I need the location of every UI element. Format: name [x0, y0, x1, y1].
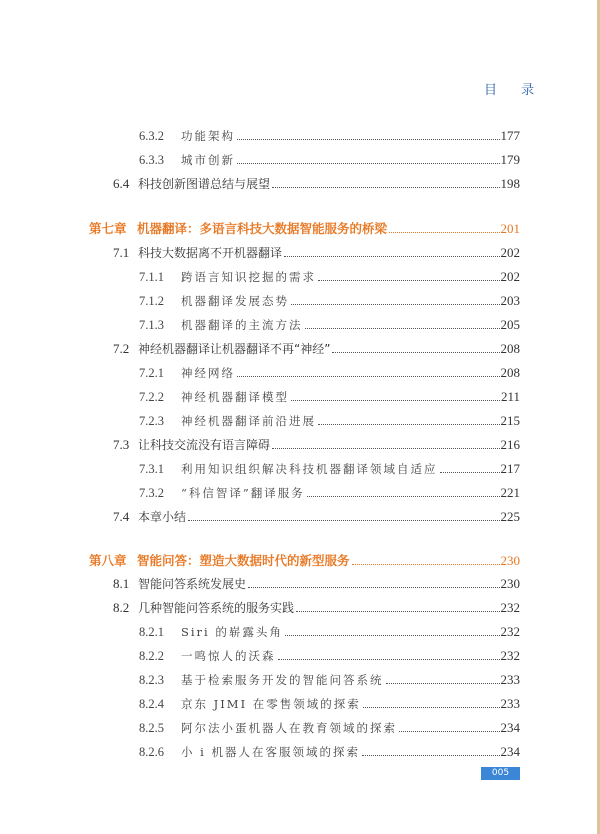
- toc-entry[interactable]: [139, 484, 520, 502]
- dot-leader: [352, 563, 500, 565]
- entry-title: 小 i 机器人在客服领域的探索: [181, 745, 360, 759]
- entry-page: 232: [500, 600, 520, 615]
- entry-page: 234: [500, 744, 520, 759]
- entry-number: 8.1: [113, 576, 130, 591]
- entry-title: 神经机器翻译模型: [181, 390, 289, 404]
- dot-leader: [284, 255, 499, 257]
- toc-entry[interactable]: [113, 575, 520, 593]
- entry-title: “科信智译”翻译服务: [181, 486, 305, 500]
- entry-page: 203: [500, 293, 520, 308]
- entry-number: 8.2.5: [139, 721, 164, 735]
- toc-entry[interactable]: [139, 412, 520, 430]
- entry-title: 城市创新: [181, 153, 235, 167]
- page-header-title: 目 录: [484, 83, 545, 98]
- dot-leader: [237, 138, 500, 140]
- entry-title: 利用知识组织解决科技机器翻译领域自适应: [181, 462, 438, 476]
- entry-page: 230: [500, 576, 520, 591]
- entry-page: 234: [500, 720, 520, 735]
- entry-number: 8.2: [113, 600, 130, 615]
- entry-number: 7.3.2: [139, 486, 164, 500]
- dot-leader: [272, 186, 499, 188]
- toc-entry[interactable]: [139, 292, 520, 310]
- dot-leader: [291, 399, 500, 401]
- toc-chapter-entry[interactable]: [89, 552, 520, 570]
- page-number-badge: 005: [481, 767, 520, 780]
- toc-entry[interactable]: [139, 364, 520, 382]
- entry-title: 神经网络: [181, 366, 235, 380]
- entry-title: 科技大数据离不开机器翻译: [138, 246, 283, 260]
- toc-entry[interactable]: [139, 268, 520, 286]
- entry-page: 208: [500, 365, 520, 380]
- entry-page: 208: [500, 341, 520, 356]
- dot-leader: [237, 162, 500, 164]
- entry-number: 第七章: [89, 221, 127, 236]
- toc-entry[interactable]: [113, 175, 520, 193]
- entry-number: 8.2.3: [139, 673, 164, 687]
- entry-page: 179: [500, 152, 520, 167]
- toc-entry[interactable]: [113, 599, 520, 617]
- entry-number: 7.2.3: [139, 414, 164, 428]
- entry-number: 8.2.4: [139, 697, 164, 711]
- entry-number: 7.2.1: [139, 366, 164, 380]
- entry-number: 7.3.1: [139, 462, 164, 476]
- toc-entry[interactable]: [139, 316, 520, 334]
- toc-entry[interactable]: [139, 671, 520, 689]
- dot-leader: [307, 495, 500, 497]
- entry-title: 功能架构: [181, 129, 235, 143]
- entry-number: 7.2.2: [139, 390, 164, 404]
- entry-page: 211: [500, 389, 520, 404]
- entry-title: 机器翻译：多语言科技大数据智能服务的桥梁: [137, 221, 388, 236]
- dot-leader: [305, 327, 500, 329]
- entry-title: 智能问答系统发展史: [138, 577, 247, 591]
- entry-page: 230: [500, 553, 520, 568]
- entry-title: 机器翻译的主流方法: [181, 318, 303, 332]
- entry-title: 智能问答：塑造大数据时代的新型服务: [137, 553, 350, 568]
- entry-page: 201: [500, 221, 520, 236]
- dot-leader: [386, 682, 500, 684]
- dot-leader: [440, 471, 500, 473]
- entry-title: 阿尔法小蛋机器人在教育领域的探索: [181, 721, 397, 735]
- toc-entry[interactable]: [139, 151, 520, 169]
- entry-number: 7.2: [113, 341, 130, 356]
- entry-page: 215: [500, 413, 520, 428]
- entry-page: 217: [500, 461, 520, 476]
- entry-number: 7.1.1: [139, 270, 164, 284]
- entry-number: 6.4: [113, 176, 130, 191]
- entry-title: 京东 JIMI 在零售领域的探索: [181, 697, 361, 711]
- dot-leader: [318, 279, 500, 281]
- entry-number: 8.2.6: [139, 745, 164, 759]
- entry-page: 225: [500, 509, 520, 524]
- entry-title: 科技创新图谱总结与展望: [138, 177, 271, 191]
- dot-leader: [318, 423, 500, 425]
- toc-entry[interactable]: [139, 719, 520, 737]
- toc-entry[interactable]: [113, 340, 520, 358]
- entry-number: 6.3.2: [139, 129, 164, 143]
- dot-leader: [285, 634, 500, 636]
- entry-title: 神经机器翻译让机器翻译不再“神经”: [138, 342, 331, 356]
- entry-title: 本章小结: [138, 510, 187, 524]
- entry-title: 几种智能问答系统的服务实践: [138, 601, 295, 615]
- entry-page: 202: [500, 269, 520, 284]
- entry-page: 233: [500, 672, 520, 687]
- dot-leader: [248, 586, 499, 588]
- dot-leader: [296, 610, 499, 612]
- entry-number: 7.1.3: [139, 318, 164, 332]
- entry-number: 7.3: [113, 437, 130, 452]
- entry-page: 198: [500, 176, 520, 191]
- entry-number: 8.2.1: [139, 625, 164, 639]
- entry-page: 233: [500, 696, 520, 711]
- entry-page: 202: [500, 245, 520, 260]
- entry-page: 232: [500, 624, 520, 639]
- entry-number: 第八章: [89, 553, 127, 568]
- entry-title: 让科技交流没有语言障碍: [138, 438, 271, 452]
- toc-entry[interactable]: [139, 743, 520, 761]
- dot-leader: [362, 754, 500, 756]
- entry-title: Siri 的崭露头角: [181, 625, 283, 639]
- entry-page: 221: [500, 485, 520, 500]
- toc-entry[interactable]: [113, 244, 520, 262]
- entry-title: 机器翻译发展态势: [181, 294, 289, 308]
- dot-leader: [363, 706, 500, 708]
- entry-number: 8.2.2: [139, 649, 164, 663]
- toc-entry[interactable]: [139, 623, 520, 641]
- dot-leader: [389, 231, 499, 233]
- dot-leader: [291, 303, 500, 305]
- entry-page: 216: [500, 437, 520, 452]
- toc-chapter-entry[interactable]: [89, 220, 520, 238]
- entry-page: 177: [500, 128, 520, 143]
- entry-title: 神经机器翻译前沿进展: [181, 414, 316, 428]
- entry-number: 7.1.2: [139, 294, 164, 308]
- entry-page: 205: [500, 317, 520, 332]
- dot-leader: [188, 519, 499, 521]
- entry-title: 一鸣惊人的沃森: [181, 649, 276, 663]
- entry-number: 7.4: [113, 509, 130, 524]
- dot-leader: [237, 375, 500, 377]
- toc-entry[interactable]: [113, 508, 520, 526]
- dot-leader: [278, 658, 500, 660]
- entry-number: 6.3.3: [139, 153, 164, 167]
- toc-entry[interactable]: [139, 460, 520, 478]
- dot-leader: [332, 351, 499, 353]
- toc-entry[interactable]: [139, 647, 520, 665]
- toc-entry[interactable]: [139, 388, 520, 406]
- toc-entry[interactable]: [139, 127, 520, 145]
- entry-page: 232: [500, 648, 520, 663]
- entry-number: 7.1: [113, 245, 130, 260]
- toc-entry[interactable]: [139, 695, 520, 713]
- entry-title: 跨语言知识挖掘的需求: [181, 270, 316, 284]
- toc-entry[interactable]: [113, 436, 520, 454]
- dot-leader: [399, 730, 500, 732]
- dot-leader: [272, 447, 499, 449]
- entry-title: 基于检索服务开发的智能问答系统: [181, 673, 384, 687]
